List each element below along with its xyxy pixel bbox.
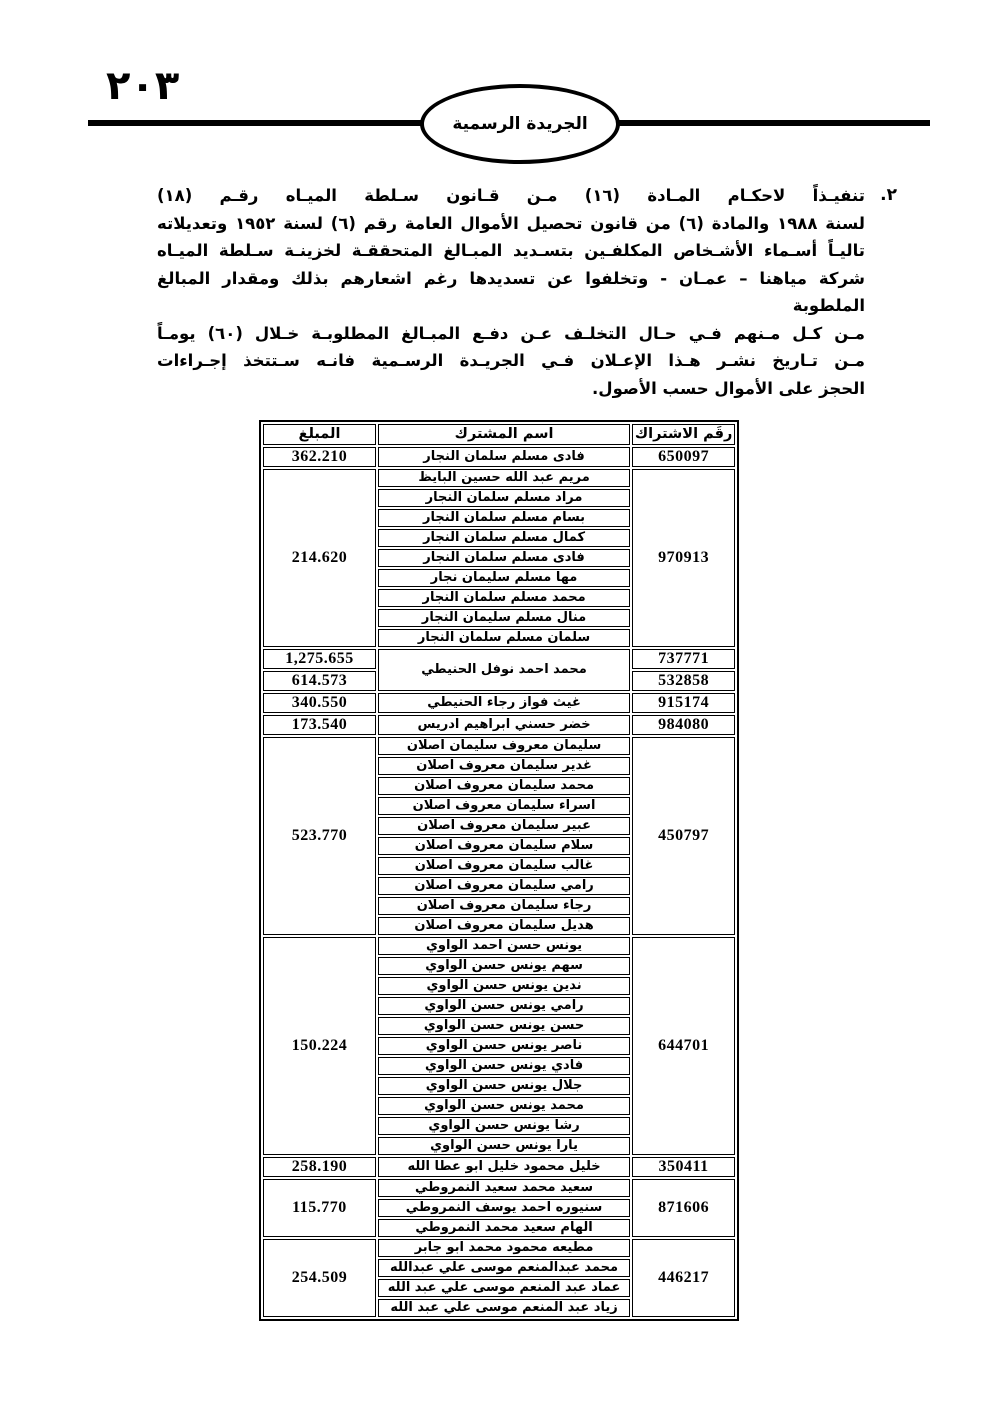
subscriber-name-cell: محمد مسلم سلمان النجار bbox=[378, 589, 630, 607]
subscriber-number-cell: 644701 bbox=[632, 937, 735, 1155]
header-row bbox=[263, 424, 735, 445]
subscriber-name-cell: غيث فواز رجاء الحنيطي bbox=[378, 693, 630, 713]
amount-cell: 173.540 bbox=[263, 715, 376, 735]
notice-paragraph bbox=[157, 182, 897, 402]
subscriber-name-cell: غالب سليمان معروف اصلان bbox=[378, 857, 630, 875]
table-row bbox=[263, 469, 735, 487]
subscriber-name-cell: رامي يونس حسن الواوي bbox=[378, 997, 630, 1015]
subscriber-name-cell: مريم عبد الله حسين البايظ bbox=[378, 469, 630, 487]
subscriber-name-cell: سلام سليمان معروف اصلان bbox=[378, 837, 630, 855]
subscriber-name-cell: مها مسلم سليمان نجار bbox=[378, 569, 630, 587]
col-header-subscriber-name: اسم المشترك bbox=[378, 424, 630, 445]
subscriber-name-cell: هديل سليمان معروف اصلان bbox=[378, 917, 630, 935]
amount-cell: 1,275.655 bbox=[263, 649, 376, 669]
amount-cell: 214.620 bbox=[263, 469, 376, 647]
notice-item-number: ٢. bbox=[880, 185, 897, 205]
subscriber-name-cell: حسن يونس حسن الواوي bbox=[378, 1017, 630, 1035]
table-row bbox=[263, 649, 735, 669]
subscriber-name-cell: سليمان معروف سليمان اصلان bbox=[378, 737, 630, 755]
subscriber-number-cell: 532858 bbox=[632, 671, 735, 691]
subscriber-name-cell: سنيوره احمد يوسف النمروطي bbox=[378, 1199, 630, 1217]
subscriber-number-cell: 970913 bbox=[632, 469, 735, 647]
subscriber-name-cell: فادي يونس حسن الواوي bbox=[378, 1057, 630, 1075]
subscriber-name-cell: رامي سليمان معروف اصلان bbox=[378, 877, 630, 895]
subscriber-number-cell: 915174 bbox=[632, 693, 735, 713]
amount-cell: 258.190 bbox=[263, 1157, 376, 1177]
subscriber-name-cell: كمال مسلم سلمان النجار bbox=[378, 529, 630, 547]
subscriber-name-cell: فادى مسلم سلمان النجار bbox=[378, 447, 630, 467]
notice-line: شركة مياهنا – عمـان - وتخلفوا عن تسديدها رغم اشعارهم بذلك ومقدار المبالغ الملطوبة bbox=[157, 268, 865, 315]
table-row bbox=[263, 447, 735, 467]
subscribers-table bbox=[259, 420, 739, 1321]
subscribers-table-header bbox=[263, 424, 735, 445]
subscriber-name-cell: سلمان مسلم سلمان النجار bbox=[378, 629, 630, 647]
table-row bbox=[263, 1179, 735, 1197]
subscriber-number-cell: 984080 bbox=[632, 715, 735, 735]
subscriber-name-cell: سعيد محمد سعيد النمروطي bbox=[378, 1179, 630, 1197]
subscriber-name-cell: ندين يونس حسن الواوي bbox=[378, 977, 630, 995]
subscriber-name-cell: عماد عبد المنعم موسى علي عبد الله bbox=[378, 1279, 630, 1297]
table-row bbox=[263, 737, 735, 755]
amount-cell: 523.770 bbox=[263, 737, 376, 935]
subscriber-name-cell: فادى مسلم سلمان النجار bbox=[378, 549, 630, 567]
subscribers-table-body bbox=[263, 447, 735, 1317]
subscriber-number-cell: 871606 bbox=[632, 1179, 735, 1237]
subscriber-name-cell: محمد يونس حسن الواوي bbox=[378, 1097, 630, 1115]
gazette-title-ellipse bbox=[420, 84, 620, 164]
table-row bbox=[263, 693, 735, 713]
page-number: ٢٠٣ bbox=[106, 63, 180, 109]
subscriber-name-cell: محمد عبدالمنعم موسى علي عبدالله bbox=[378, 1259, 630, 1277]
subscribers-table-container bbox=[259, 420, 739, 1321]
subscriber-name-cell: زياد عبد المنعم موسى علي عبد الله bbox=[378, 1299, 630, 1317]
subscriber-name-cell: غدير سليمان معروف اصلان bbox=[378, 757, 630, 775]
subscriber-name-cell: الهام سعيد محمد النمروطي bbox=[378, 1219, 630, 1237]
subscriber-name-cell: مطيعه محمود محمد ابو جابر bbox=[378, 1239, 630, 1257]
notice-line: لسنة ١٩٨٨ والمادة (٦) من قانون تحصيل الأموال العامة رقم (٦) لسنة ١٩٥٢ وتعديلاته bbox=[157, 213, 865, 233]
amount-cell: 254.509 bbox=[263, 1239, 376, 1317]
subscriber-name-cell: رشا يونس حسن الواوي bbox=[378, 1117, 630, 1135]
table-row bbox=[263, 937, 735, 955]
subscriber-name-cell: يونس حسن احمد الواوي bbox=[378, 937, 630, 955]
notice-line: مـن كـل مـنهم فـي حـال التخلـف عـن دفـع المبـالغ المطلوبـة خـلال (٦٠) يومـاً bbox=[157, 323, 865, 343]
subscriber-number-cell: 350411 bbox=[632, 1157, 735, 1177]
subscriber-name-cell: عبير سليمان معروف اصلان bbox=[378, 817, 630, 835]
subscriber-name-cell: سهم يونس حسن الواوي bbox=[378, 957, 630, 975]
subscriber-name-cell: جلال يونس حسن الواوي bbox=[378, 1077, 630, 1095]
col-header-subscription-number: رقَم الاشتراك bbox=[632, 424, 735, 445]
notice-line: تاليـاً أسـماء الأشـخاص المكلفـين بتسـديد المبـالغ المتحققـة لخزينـة سـلطة الميـاه bbox=[157, 241, 865, 260]
notice-line: الحجز على الأموال حسب الأصول. bbox=[591, 378, 865, 398]
table-row bbox=[263, 715, 735, 735]
notice-line: تنفيـذاً لاحكـام المـادة (١٦) مـن قـانون سـلطة الميـاه رقـم (١٨) bbox=[157, 186, 865, 205]
table-row bbox=[263, 1157, 735, 1177]
col-header-amount: المبلغ bbox=[263, 424, 376, 445]
subscriber-name-cell: خضر حسني ابراهيم ادريس bbox=[378, 715, 630, 735]
table-row bbox=[263, 1239, 735, 1257]
subscriber-number-cell: 446217 bbox=[632, 1239, 735, 1317]
subscriber-name-cell: مراد مسلم سلمان النجار bbox=[378, 489, 630, 507]
amount-cell: 340.550 bbox=[263, 693, 376, 713]
subscriber-name-cell: بسام مسلم سلمان النجار bbox=[378, 509, 630, 527]
subscriber-name-cell: رجاء سليمان معروف اصلان bbox=[378, 897, 630, 915]
subscriber-number-cell: 737771 bbox=[632, 649, 735, 669]
gazette-title: الجريدة الرسمية bbox=[452, 114, 588, 134]
amount-cell: 150.224 bbox=[263, 937, 376, 1155]
subscriber-name-cell: ناصر يونس حسن الواوي bbox=[378, 1037, 630, 1055]
subscriber-number-cell: 650097 bbox=[632, 447, 735, 467]
subscriber-name-cell: محمد سليمان معروف اصلان bbox=[378, 777, 630, 795]
notice-line: مـن تـاريخ نشـر هـذا الإعـلان فـي الجريـدة الرسـمية فانـه سـتتخذ إجـراءات bbox=[157, 351, 865, 370]
subscriber-name-cell: خليل محمود خليل ابو عطا الله bbox=[378, 1157, 630, 1177]
amount-cell: 614.573 bbox=[263, 671, 376, 691]
subscriber-number-cell: 450797 bbox=[632, 737, 735, 935]
subscriber-name-cell: محمد احمد نوفل الحنيطي bbox=[378, 649, 630, 691]
notice-lines bbox=[157, 182, 865, 402]
amount-cell: 115.770 bbox=[263, 1179, 376, 1237]
amount-cell: 362.210 bbox=[263, 447, 376, 467]
subscriber-name-cell: يارا يونس حسن الواوي bbox=[378, 1137, 630, 1155]
subscriber-name-cell: منال مسلم سليمان النجار bbox=[378, 609, 630, 627]
subscriber-name-cell: اسراء سليمان معروف اصلان bbox=[378, 797, 630, 815]
